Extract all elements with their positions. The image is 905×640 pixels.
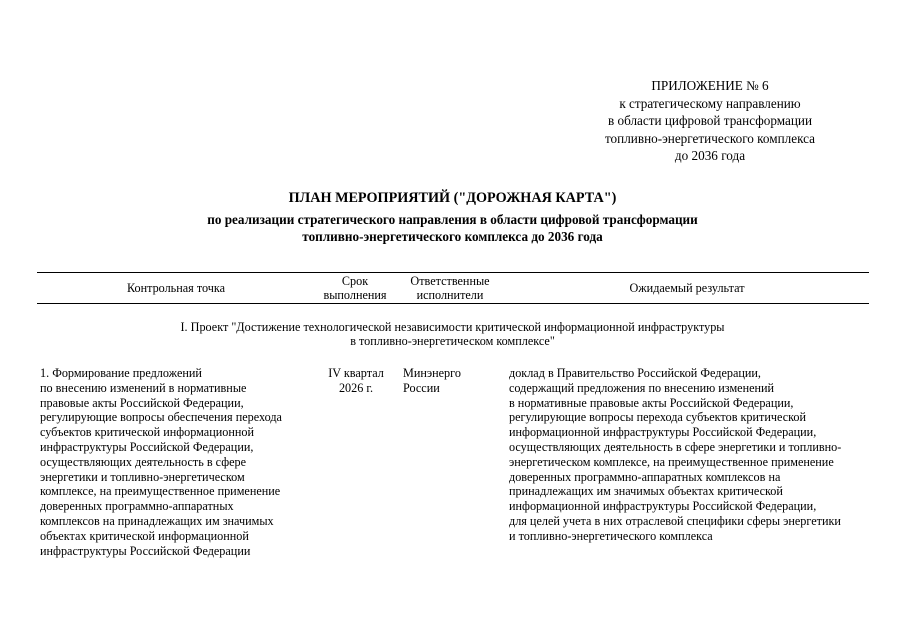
subtitle-line: по реализации стратегического направления в области цифровой трансформации [207,212,698,227]
appendix-line: ПРИЛОЖЕНИЕ № 6 [651,78,769,93]
text-line: энергетики и топливно-энергетическом [40,469,245,484]
text-line: информационной инфраструктуры Российской Федерации, [509,425,817,440]
text-line: регулирующие вопросы обеспечения перехода [40,410,282,425]
document-subtitle [0,212,905,245]
text-line: энергетическом комплексе, на преимущественное применение [509,454,834,469]
appendix-line: к стратегическому направлению [619,95,801,111]
text-line: России [403,380,440,395]
text-line: и топливно-энергетического комплекса [509,528,713,543]
header-responsible: Ответственные исполнители [410,273,490,302]
text-line: правовые акты Российской Федерации, [40,395,244,410]
text-line: информационной инфраструктуры Российской Федерации, [509,499,817,514]
header-term: Срок выполнения [323,273,387,302]
text-line: IV квартал [328,366,384,380]
text-line: субъектов критической информационной [40,425,254,440]
text-line: по внесению изменений в нормативные [40,380,247,395]
header-result: Ожидаемый результат [629,280,745,295]
row-term [318,366,394,396]
section-heading [0,320,905,348]
text-line: для целей учета в них отраслевой специфики сферы энергетики [509,513,841,528]
table-header-rule [37,303,869,304]
text-line: в нормативные правовые акты Российской Федерации, [509,395,794,410]
text-line: осуществляющих деятельность в сфере [40,454,247,469]
row-control-point [40,366,312,558]
text-line: инфраструктуры Российской Федерации [40,543,251,558]
header-control-point: Контрольная точка [126,280,226,295]
row-result [509,366,869,544]
text-line: содержащий предложения по внесению изменений [509,380,775,395]
document-title: ПЛАН МЕРОПРИЯТИЙ ("ДОРОЖНАЯ КАРТА") [288,190,617,206]
text-line: доклад в Правительство Российской Федерации, [509,366,761,380]
subtitle-line: топливно-энергетического комплекса до 2036 года [302,228,603,244]
text-line: Минэнерго [403,366,461,380]
appendix-line: в области цифровой трансформации [607,113,813,129]
text-line: инфраструктуры Российской Федерации, [40,439,254,454]
text-line: 2026 г. [338,380,374,395]
table-top-rule [37,272,869,273]
text-line: осуществляющих деятельность в сфере энергетики и топливно- [509,439,842,454]
appendix-line: до 2036 года [674,148,746,164]
text-line: 1. Формирование предложений [40,366,202,380]
appendix-heading [560,77,860,165]
row-responsible [403,366,493,396]
text-line: доверенных программно-аппаратных комплексов на [509,469,781,484]
section-heading-line: в топливно-энергетическом комплексе" [350,334,555,349]
text-line: доверенных программно-аппаратных [40,499,234,514]
text-line: принадлежащих им значимых объектах критической [509,484,783,499]
appendix-line: топливно-энергетического комплекса [604,130,816,146]
section-heading-line: I. Проект "Достижение технологической независимости критической информационной инфраструктуры [180,320,725,334]
text-line: комплексов на принадлежащих им значимых [40,513,274,528]
text-line: объектах критической информационной [40,528,249,543]
text-line: регулирующие вопросы перехода субъектов критической [509,410,807,425]
text-line: комплексе, на преимущественное применение [40,484,281,499]
